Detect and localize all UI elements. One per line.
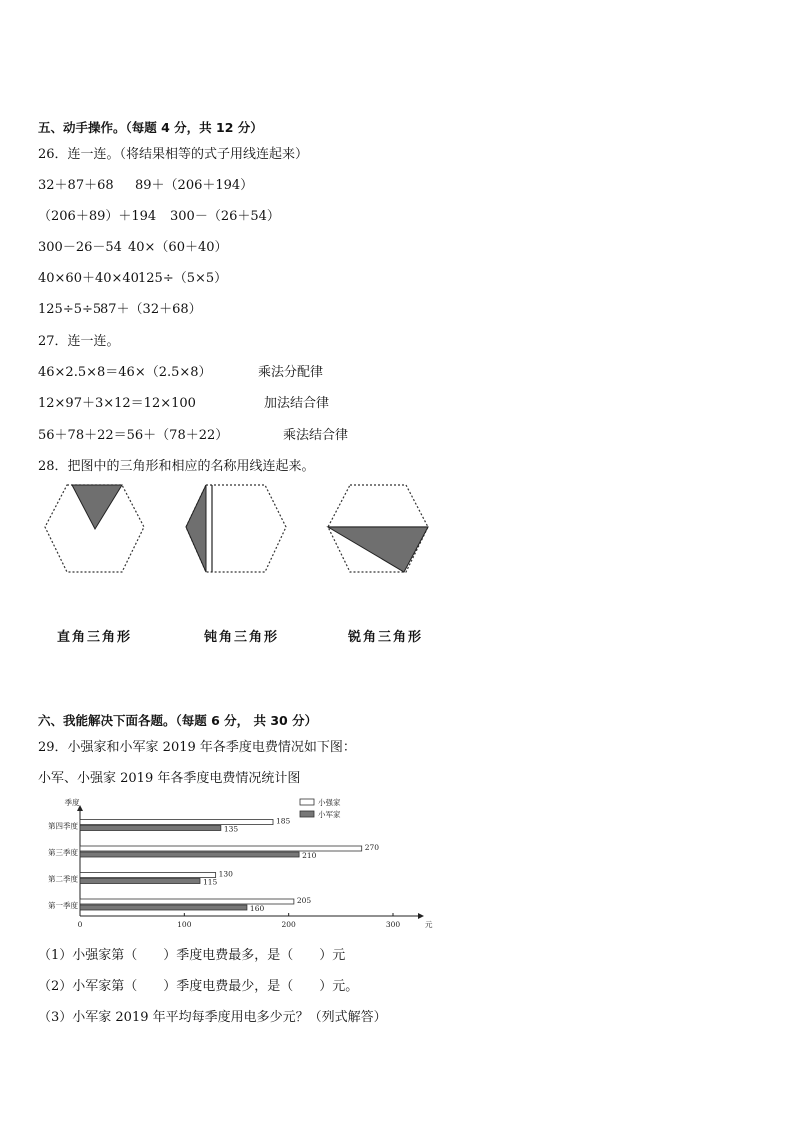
q27-row1-left: 46×2.5×8＝46×（2.5×8） (38, 365, 212, 380)
q26-row2-left: （206＋89）＋194 (38, 209, 157, 224)
category-label: 第一季度 (48, 901, 78, 910)
q26-row5-right: 87＋（32＋68） (100, 302, 202, 317)
bar-xiaoqiang-label: 205 (296, 896, 312, 905)
bar-xiaojun-label: 160 (249, 904, 265, 913)
q29-title: 29．小强家和小军家 2019 年各季度电费情况如下图： (38, 740, 356, 755)
x-axis-arrow (418, 913, 424, 919)
q26-row1-right: 89＋（206＋194） (135, 178, 254, 193)
legend-swatch (300, 811, 314, 817)
bar-xiaojun (80, 852, 299, 857)
label-obtuse-triangle: 钝角三角形 (204, 630, 280, 645)
bar-xiaojun (80, 905, 247, 910)
x-axis-label: 元 (425, 920, 433, 929)
hexagon-figure-2 (186, 485, 286, 572)
label-acute-triangle: 锐角三角形 (348, 630, 424, 645)
q29-question-1: （1）小强家第（ ）季度电费最多，是（ ）元 (38, 948, 346, 963)
bar-xiaoqiang (80, 846, 362, 851)
q27-row2-left: 12×97＋3×12＝12×100 (38, 396, 196, 411)
bar-xiaoqiang (80, 873, 216, 878)
legend-label: 小强家 (318, 798, 341, 807)
q29-question-2: （2）小军家第（ ）季度电费最少，是（ ）元。 (38, 979, 359, 994)
q27-row2-right: 加法结合律 (264, 396, 330, 411)
q27-row3-left: 56＋78＋22＝56＋（78＋22） (38, 428, 229, 443)
q26-row3-left: 300－26－54 (38, 240, 122, 255)
bar-xiaojun-label: 115 (202, 877, 218, 887)
bar-xiaoqiang (80, 820, 273, 825)
x-tick-label: 100 (177, 920, 192, 929)
label-right-triangle: 直角三角形 (57, 630, 133, 645)
bar-xiaojun-label: 210 (302, 851, 317, 860)
q26-row5-left: 125÷5÷5 (38, 302, 102, 317)
bar-xiaoqiang-label: 185 (276, 816, 291, 826)
q28-title: 28．把图中的三角形和相应的名称用线连起来。 (38, 459, 315, 474)
legend-swatch (300, 799, 314, 805)
hexagon-figure-3 (328, 485, 428, 572)
q27-row1-right: 乘法分配律 (258, 365, 324, 380)
category-label: 第四季度 (48, 821, 78, 831)
bar-xiaojun-label: 135 (223, 824, 239, 834)
q27-row3-right: 乘法结合律 (283, 428, 349, 443)
category-label: 第三季度 (48, 848, 78, 857)
bar-xiaojun (80, 826, 221, 831)
triangle-figures (38, 480, 438, 580)
q29-question-3: （3）小军家 2019 年平均每季度用电多少元？（列式解答） (38, 1010, 387, 1025)
q27-title: 27．连一连。 (38, 334, 120, 349)
q26-row4-left: 40×60＋40×40 (38, 271, 139, 286)
q26-row1-left: 32＋87＋68 (38, 178, 114, 193)
bar-xiaoqiang-label: 130 (218, 869, 233, 879)
bar-xiaoqiang-label: 270 (364, 843, 380, 852)
q26-title: 26．连一连。（将结果相等的式子用线连起来） (38, 147, 309, 162)
x-tick-label: 300 (385, 920, 401, 929)
x-tick-label: 200 (281, 920, 296, 929)
hexagon-figure-1 (45, 485, 144, 572)
q26-row4-right: 125÷（5×5） (138, 271, 228, 286)
section6-heading: 六、我能解决下面各题。（每题 6 分， 共 30 分） (38, 713, 318, 728)
legend-label: 小军家 (318, 810, 341, 819)
bar-xiaojun (80, 879, 200, 884)
electricity-bar-chart (38, 795, 433, 935)
x-tick-label: 0 (77, 920, 83, 929)
chart-caption: 小军、小强家 2019 年各季度电费情况统计图 (38, 771, 301, 786)
q26-row2-right: 300－（26＋54） (170, 209, 280, 224)
q26-row3-right: 40×（60＋40） (128, 240, 228, 255)
category-label: 第二季度 (48, 874, 78, 884)
y-axis-label: 季度 (64, 798, 80, 807)
section5-heading: 五、动手操作。（每题 4 分，共 12 分） (38, 120, 263, 135)
